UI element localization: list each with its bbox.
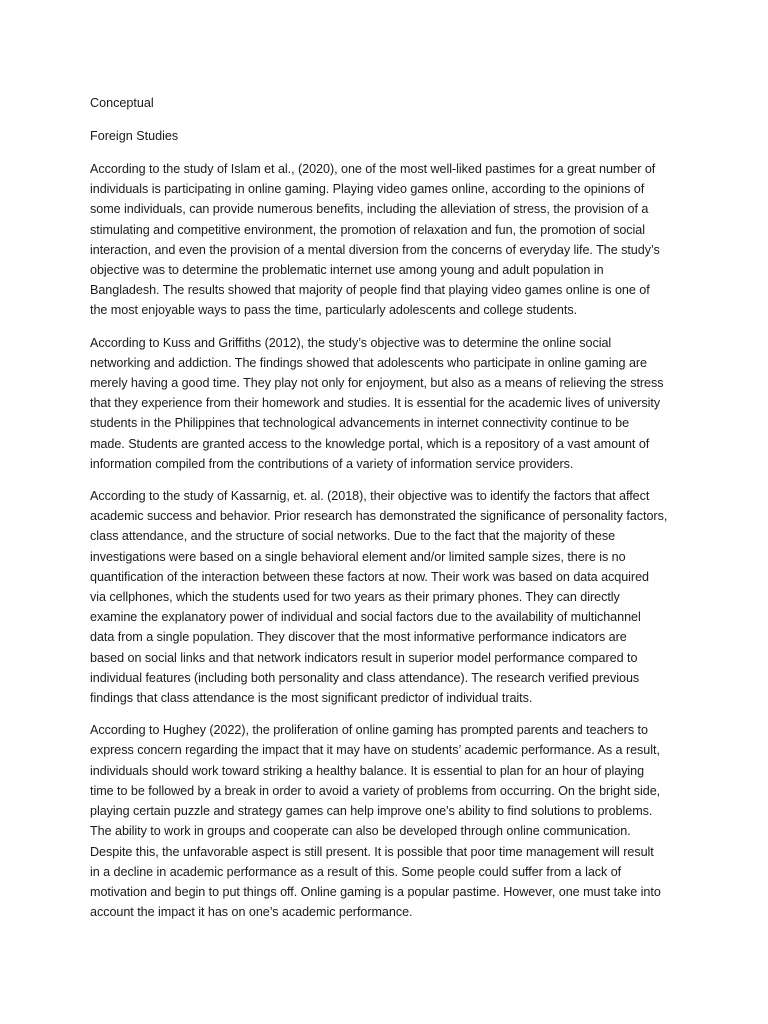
text-line: According to Hughey (2022), the proliferation of online gaming has prompted parents and teachers to (90, 723, 648, 738)
text-line: in a decline in academic performance as a result of this. Some people could suffer from a lack of (90, 864, 622, 879)
subsection-heading-foreign-studies: Foreign Studies (90, 129, 179, 143)
text-line: time to be followed by a break in order to avoid a variety of problems from occurring. On the bright side, (90, 783, 661, 798)
text-line: students in the Philippines that technological advancements in internet connectivity continue to be (90, 416, 630, 431)
text-line: data from a single population. They discover that the most informative performance indicators are (90, 630, 627, 645)
text-line: that they experience from their homework and studies. It is essential for the academic lives of university (90, 396, 661, 411)
text-line: objective was to determine the problematic internet use among young and adult population in (90, 263, 604, 278)
text-line: findings that class attendance is the most significant predictor of individual traits. (90, 691, 533, 706)
text-line: some individuals, can provide numerous benefits, including the alleviation of stress, the provision of a (90, 202, 649, 217)
text-line: account the impact it has on one’s academic performance. (90, 905, 413, 920)
text-line: Bangladesh. The results showed that majority of people find that playing video games online is one of (90, 283, 650, 298)
text-line: interaction, and even the provision of a mental diversion from the concerns of everyday life. The study’s (90, 242, 660, 257)
text-line: The ability to work in groups and cooperate can also be developed through online communication. (90, 824, 631, 839)
paragraph-hughey-2022 (90, 720, 678, 922)
text-line: individual features (including both personality and class attendance). The research verified previous (90, 670, 640, 685)
text-line: networking and addiction. The findings showed that adolescents who participate in online gaming are (90, 355, 647, 370)
text-line: individuals is participating in online gaming. Playing video games online, according to the opinions of (90, 182, 645, 197)
text-line: based on social links and that network indicators result in superior model performance compared to (90, 650, 638, 665)
paragraph-kuss-griffiths-2012 (90, 333, 678, 474)
text-line: investigations were based on a single behavioral element and/or limited sample sizes, there is no (90, 549, 626, 564)
section-heading-conceptual: Conceptual (90, 96, 154, 110)
text-line: class attendance, and the structure of social networks. Due to the fact that the majority of these (90, 529, 616, 544)
text-line: According to Kuss and Griffiths (2012), the study’s objective was to determine the online social (90, 335, 612, 350)
text-line: information compiled from the contributions of a variety of information service providers. (90, 456, 574, 471)
text-line: express concern regarding the impact that it may have on students’ academic performance. As a result, (90, 743, 660, 758)
text-line: Despite this, the unfavorable aspect is still present. It is possible that poor time management will result (90, 844, 654, 859)
text-line: According to the study of Kassarnig, et. al. (2018), their objective was to identify the factors that affect (90, 489, 650, 504)
text-line: the most enjoyable ways to pass the time, particularly adolescents and college students. (90, 303, 578, 318)
text-line: motivation and begin to put things off. Online gaming is a popular pastime. However, one must take into (90, 884, 661, 899)
text-line: individuals should work toward striking a healthy balance. It is essential to plan for an hour of playing (90, 763, 645, 778)
text-line: quantification of the interaction between these factors at now. Their work was based on data acquired (90, 569, 649, 584)
text-line: examine the explanatory power of individual and social factors due to the availability of multichannel (90, 610, 641, 625)
paragraph-islam-2020 (90, 159, 678, 321)
text-line: merely having a good time. They play not only for enjoyment, but also as a means of relieving the stress (90, 376, 664, 391)
text-line: made. Students are granted access to the knowledge portal, which is a repository of a vast amount of (90, 436, 650, 451)
paragraph-kassarnig-2018 (90, 486, 678, 708)
text-line: via cellphones, which the students used for two years as their primary phones. They can directly (90, 590, 620, 605)
text-line: playing certain puzzle and strategy games can help improve one’s ability to find solutions to problems. (90, 804, 653, 819)
text-line: According to the study of Islam et al., (2020), one of the most well-liked pastimes for a great number of (90, 162, 656, 176)
text-line: academic success and behavior. Prior research has demonstrated the significance of personality factors, (90, 509, 668, 524)
text-line: stimulating and competitive environment, the promotion of relaxation and fun, the promotion of social (90, 222, 645, 237)
